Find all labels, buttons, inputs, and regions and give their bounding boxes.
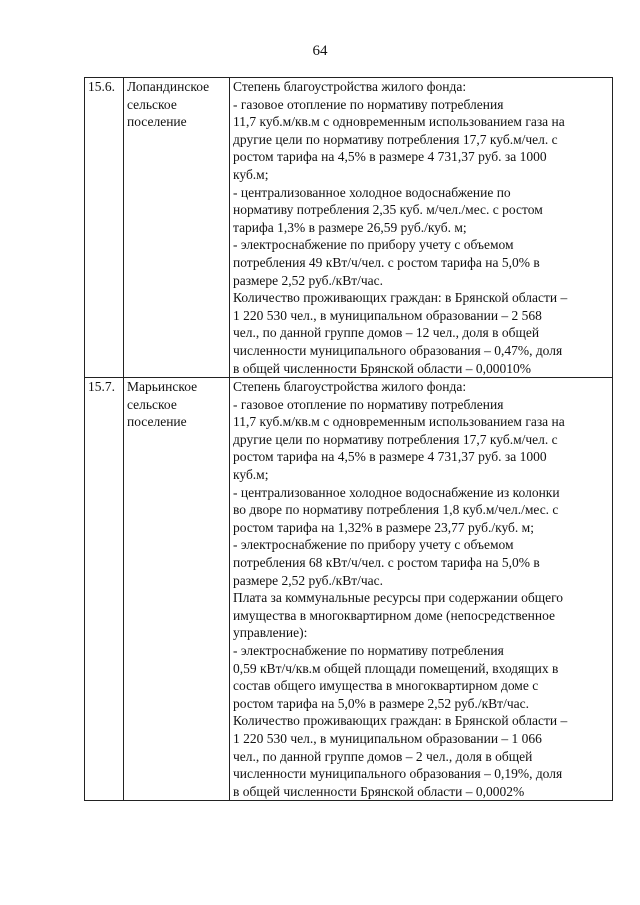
table-row-15-6 xyxy=(85,78,613,378)
text-line: поселение xyxy=(127,414,187,430)
text-line: - газовое отопление по нормативу потребления xyxy=(233,96,504,112)
text-line: - электроснабжение по прибору учету с объемом xyxy=(233,237,514,253)
text-line: 11,7 куб.м/кв.м с одновременным использованием газа на xyxy=(233,414,565,430)
text-line: куб.м; xyxy=(233,166,269,182)
text-line: - электроснабжение по прибору учету с объемом xyxy=(233,537,514,553)
text-line: Марьинское xyxy=(127,379,198,395)
text-line: поселение xyxy=(127,114,187,130)
text-line: в общей численности Брянской области – 0,0002% xyxy=(233,783,525,799)
text-line: размере 2,52 руб./кВт/час. xyxy=(233,572,384,588)
text-line: - газовое отопление по нормативу потребления xyxy=(233,396,504,412)
page-number: 64 xyxy=(312,43,328,59)
tariff-table xyxy=(84,77,613,801)
settlement-name-cell xyxy=(124,78,230,378)
row-number-cell xyxy=(85,378,124,801)
text-line: ростом тарифа на 4,5% в размере 4 731,37 руб. за 1000 xyxy=(233,449,547,465)
text-line: 11,7 куб.м/кв.м с одновременным использованием газа на xyxy=(233,114,565,130)
settlement-name-cell xyxy=(124,378,230,801)
text-line: - электроснабжение по нормативу потребления xyxy=(233,643,504,658)
text-line: Количество проживающих граждан: в Брянской области – xyxy=(233,713,568,729)
row-number: 15.6. xyxy=(88,79,115,94)
description-cell xyxy=(230,78,613,378)
text-line: численности муниципального образования – 0,47%, доля xyxy=(233,342,563,358)
text-line: 1 220 530 чел., в муниципальном образовании – 2 568 xyxy=(233,307,542,323)
text-line: ростом тарифа на 1,32% в размере 23,77 руб./куб. м; xyxy=(233,519,534,535)
description-cell xyxy=(230,378,613,801)
text-line: размере 2,52 руб./кВт/час. xyxy=(233,272,384,288)
text-line: состав общего имущества в многоквартирном доме с xyxy=(233,678,539,694)
text-line: Плата за коммунальные ресурсы при содержании общего xyxy=(233,590,564,606)
text-line: Степень благоустройства жилого фонда: xyxy=(233,79,467,94)
text-line: Степень благоустройства жилого фонда: xyxy=(233,379,467,395)
text-line: Количество проживающих граждан: в Брянской области – xyxy=(233,290,568,306)
text-line: потребления 68 кВт/ч/чел. с ростом тарифа на 5,0% в xyxy=(233,555,540,571)
text-line: Лопандинское xyxy=(127,79,210,94)
text-line: в общей численности Брянской области – 0,00010% xyxy=(233,360,532,376)
row-number: 15.7. xyxy=(88,379,115,395)
text-line: численности муниципального образования – 0,19%, доля xyxy=(233,766,563,782)
text-line: другие цели по нормативу потребления 17,7 куб.м/чел. с xyxy=(233,431,558,447)
text-line: потребления 49 кВт/ч/чел. с ростом тарифа на 5,0% в xyxy=(233,254,540,270)
text-line: тарифа 1,3% в размере 26,59 руб./куб. м; xyxy=(233,219,467,235)
text-line: 0,59 кВт/ч/кв.м общей площади помещений, входящих в xyxy=(233,660,559,676)
table-body xyxy=(85,78,613,801)
text-line: управление): xyxy=(233,625,308,641)
text-line: во дворе по нормативу потребления 1,8 куб.м/чел./мес. с xyxy=(233,502,559,518)
text-line: сельское xyxy=(127,96,177,112)
text-line: нормативу потребления 2,35 куб. м/чел./мес. с ростом xyxy=(233,202,543,218)
text-line: чел., по данной группе домов – 2 чел., доля в общей xyxy=(233,748,533,764)
text-line: 1 220 530 чел., в муниципальном образовании – 1 066 xyxy=(233,730,542,746)
row-number-cell xyxy=(85,78,124,378)
text-line: - централизованное холодное водоснабжение из колонки xyxy=(233,484,560,500)
text-line: сельское xyxy=(127,396,177,412)
text-line: другие цели по нормативу потребления 17,7 куб.м/чел. с xyxy=(233,131,558,147)
text-line: имущества в многоквартирном доме (непосредственное xyxy=(233,607,555,623)
text-line: куб.м; xyxy=(233,467,269,483)
text-line: ростом тарифа на 5,0% в размере 2,52 руб./кВт/час. xyxy=(233,695,529,711)
text-line: - централизованное холодное водоснабжение по xyxy=(233,184,511,200)
text-line: ростом тарифа на 4,5% в размере 4 731,37 руб. за 1000 xyxy=(233,149,547,165)
text-line: чел., по данной группе домов – 12 чел., доля в общей xyxy=(233,325,540,341)
table-row-15-7 xyxy=(85,378,613,801)
